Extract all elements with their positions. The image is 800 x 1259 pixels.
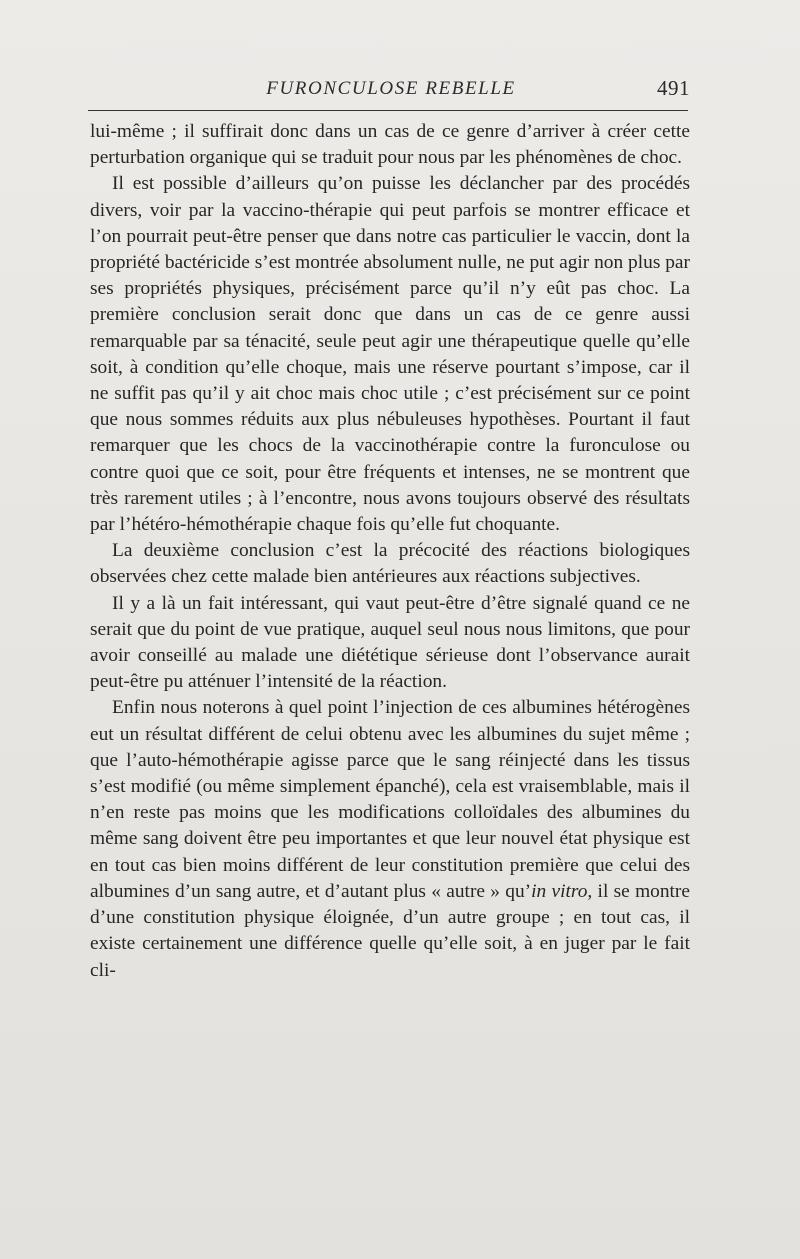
paragraph-interesting-fact: Il y a là un fait intéressant, qui vaut peut-être d’être signalé quand ce ne serait que du point de vue pratique, auquel seul nous nous limitons, que pour avoir conseillé au malade une diététique sérieuse dont l’observance aurait peut-être pu atténuer l’intensité de la réaction.: [90, 592, 690, 693]
running-header: [90, 74, 692, 104]
paragraph-albumines-part-1: Enfin nous noterons à quel point l’injection de ces albumines hétérogènes eut un résultat différent de celui obtenu avec les albumines du sujet même ; que l’auto-hémothérapie agisse parce que le sang réinjecté dans les tissus s’est modifié (ou même simplement épanché), cela est vraisemblable, mais il n’en reste pas moins que les modifications colloïdales des albumines du même sang doivent être peu importantes et que leur nouvel état physique est en tout cas bien moins différent de leur constitution première que celui des albumines d’un sang autre, et d’autant plus « autre » qu’: [90, 697, 690, 902]
page-number: 491: [657, 76, 690, 100]
paragraph-continued: lui-même ; il suffirait donc dans un cas de ce genre d’arriver à créer cette perturbation organique qui se traduit pour nous par les phénomènes de choc.: [90, 121, 690, 169]
paragraph-albumines: [90, 695, 690, 983]
header-rule: [88, 110, 688, 111]
body-text: [90, 119, 690, 984]
paragraph-albumines-part-2: , il se montre d’une constitution physique éloignée, d’un autre groupe ; en tout cas, il existe certainement une différence quelle qu’elle soit, à en juger par le fait cli-: [90, 880, 690, 981]
running-title: FURONCULOSE REBELLE: [266, 78, 516, 99]
italic-in-vitro: in vitro: [531, 880, 588, 902]
paragraph-vaccino-therapy: Il est possible d’ailleurs qu’on puisse les déclancher par des procédés divers, voir par la vaccino-thérapie qui peut parfois se montrer efficace et l’on pourrait peut-être penser que dans notre cas particulier le vaccin, dont la propriété bactéricide s’est montrée absolument nulle, ne put agir non plus par ses propriétés physiques, précisément parce qu’il n’y eût pas choc. La première conclusion serait donc que dans un cas de ce genre aussi remarquable par sa ténacité, seule peut agir une thérapeutique quelle qu’elle soit, à condition qu’elle choque, mais une réserve pourtant s’impose, car il ne suffit pas qu’il y ait choc mais choc utile ; c’est précisément sur ce point que nous sommes réduits aux plus nébuleuses hypothèses. Pourtant il faut remarquer que les chocs de la vaccinothérapie contre la furonculose ou contre quoi que ce soit, pour être fréquents et intenses, ne se montrent que très rarement utiles ; à l’encontre, nous avons toujours observé des résultats par l’hétéro-hémothérapie chaque fois qu’elle fut choquante.: [90, 173, 690, 536]
paragraph-second-conclusion: La deuxième conclusion c’est la précocité des réactions biologiques observées chez cette malade bien antérieures aux réactions subjectives.: [90, 540, 690, 588]
